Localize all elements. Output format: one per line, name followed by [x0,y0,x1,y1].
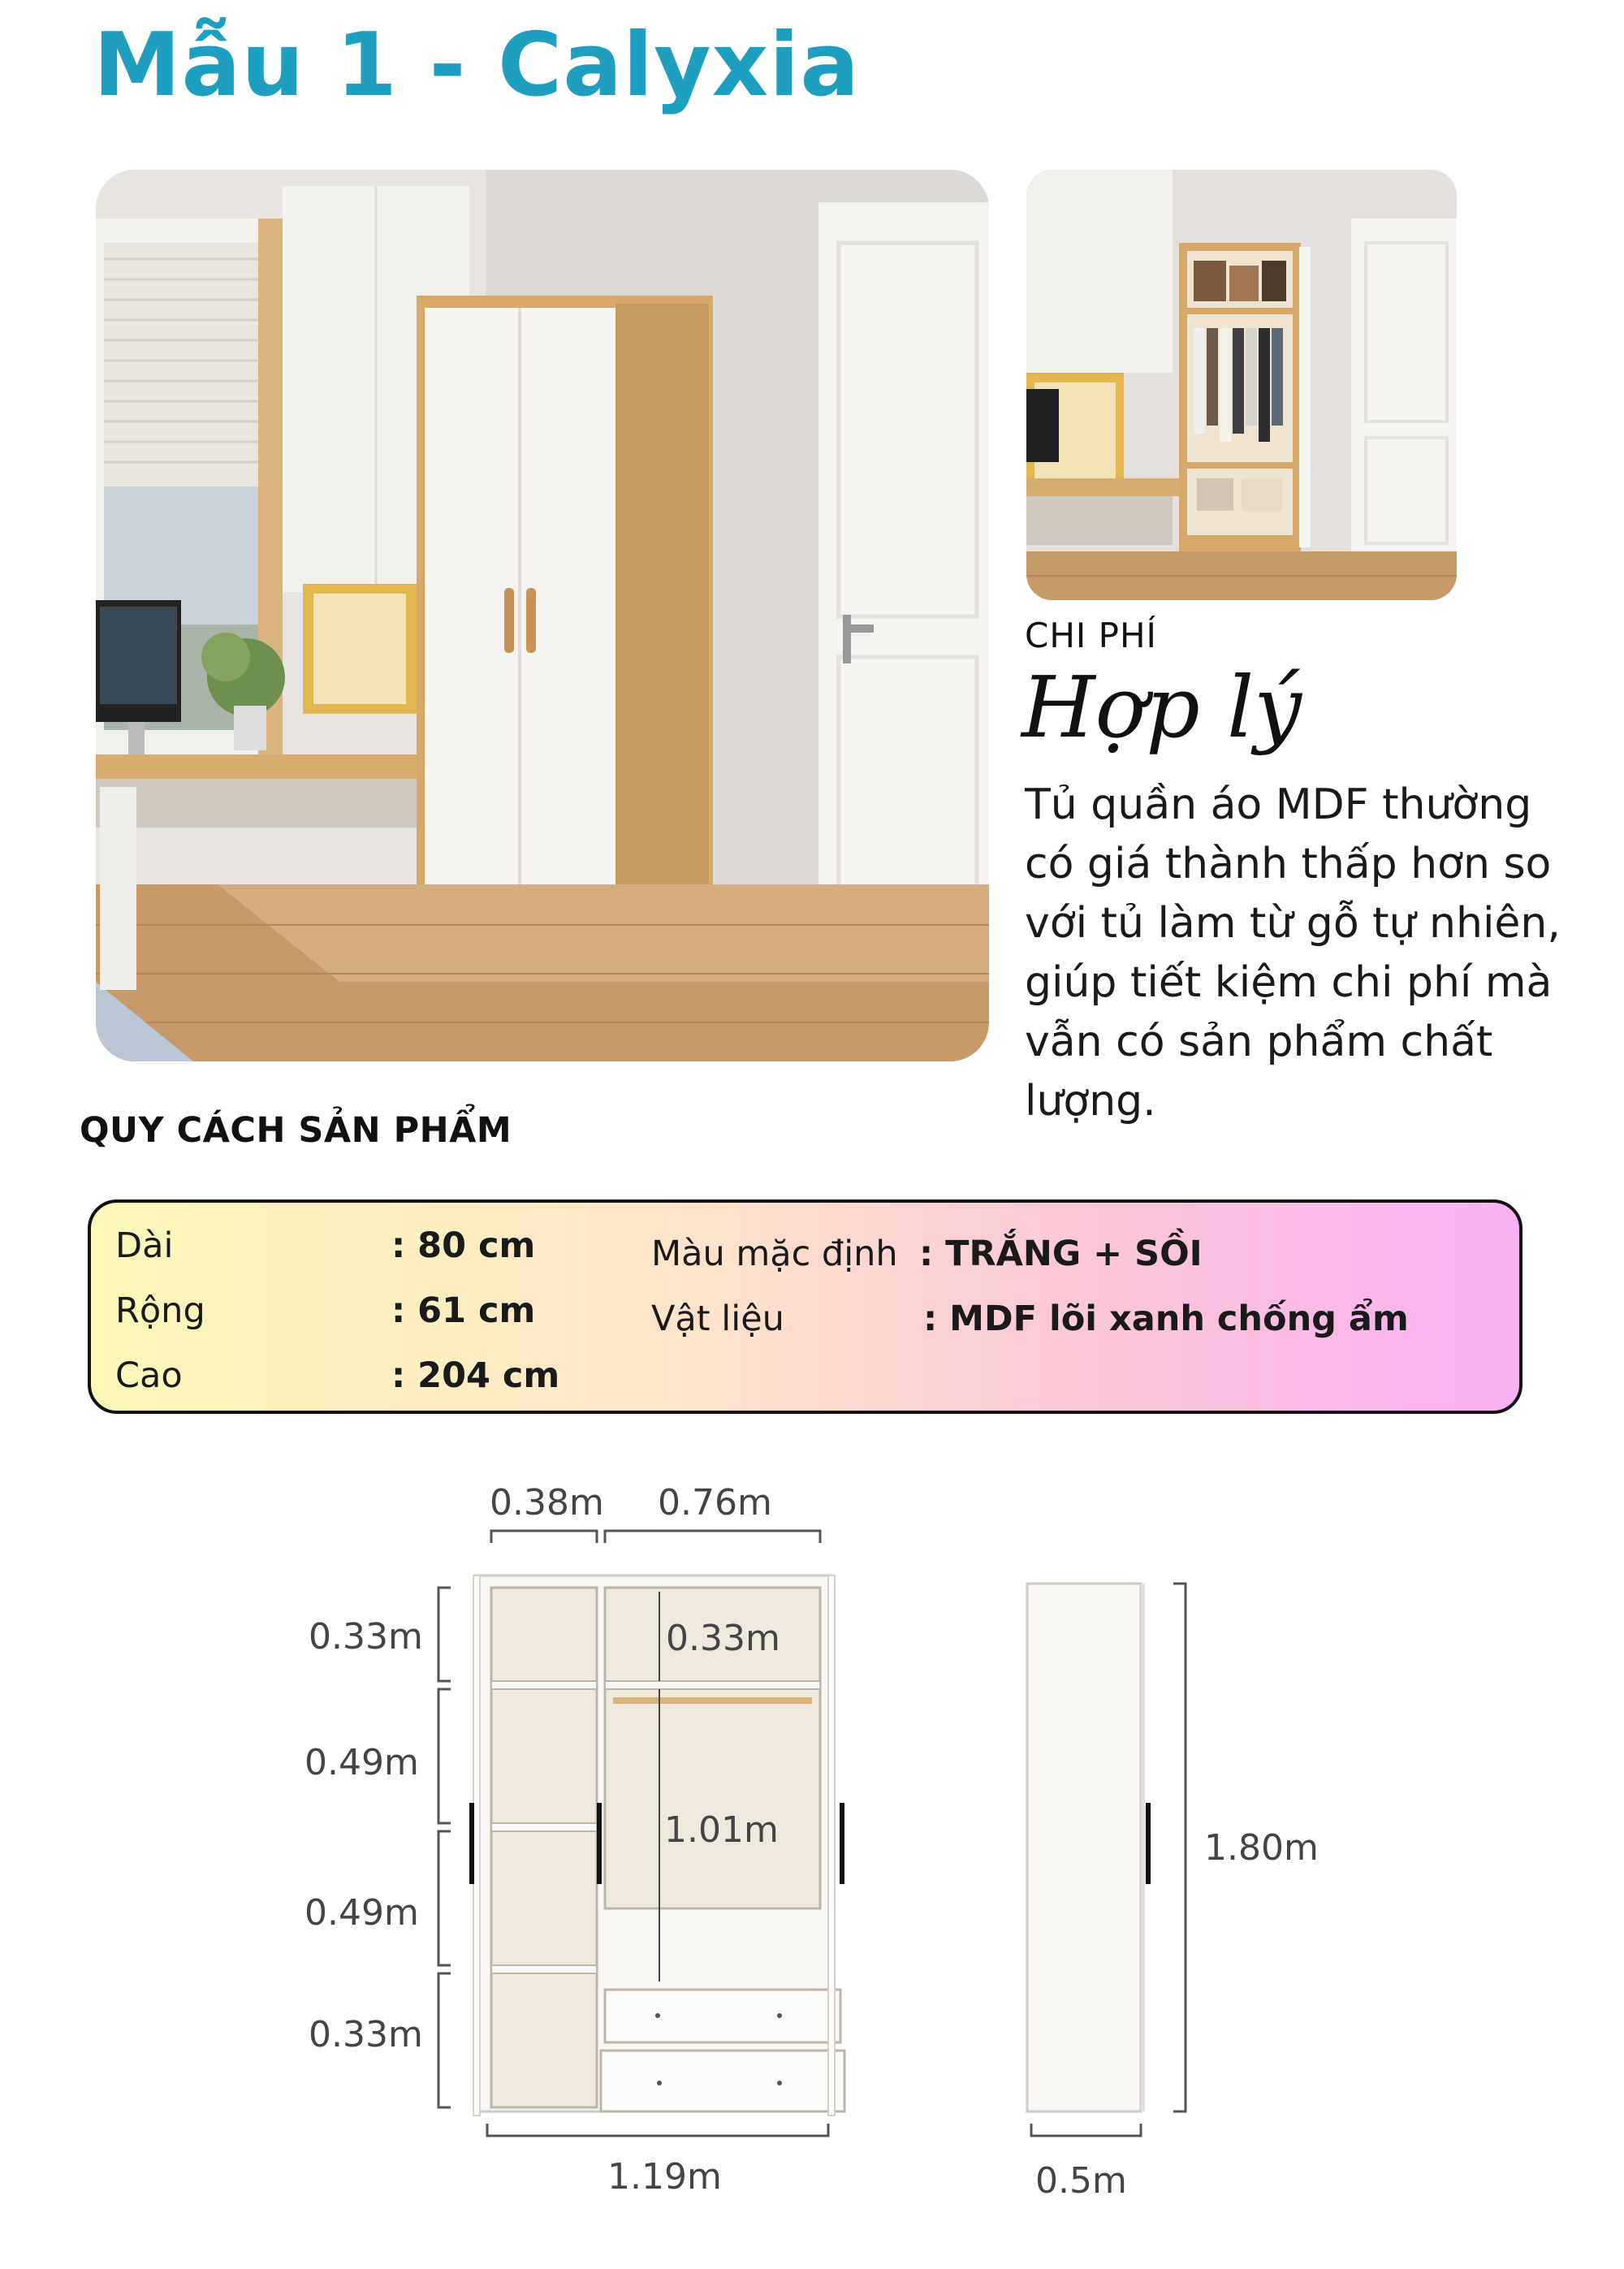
material-value: : MDF lõi xanh chống ẩm [923,1299,1409,1339]
height-value: : 204 cm [391,1355,560,1396]
width-value: : 61 cm [391,1290,536,1331]
page-title: Mẫu 1 - Calyxia [93,15,861,116]
dim-row-4: 0.33m [309,2014,423,2055]
height-label: Cao [115,1355,183,1396]
width-label: Rộng [115,1290,205,1331]
dim-row-3: 0.49m [304,1892,419,1934]
dim-total-width: 1.19m [607,2156,722,2198]
spec-heading: QUY CÁCH SẢN PHẨM [80,1110,512,1151]
dim-row-1: 0.33m [309,1616,423,1657]
dim-row-2: 0.49m [304,1742,419,1783]
spec-box [88,1199,1522,1414]
dim-side-depth: 0.5m [1035,2160,1127,2202]
cost-headline: Hợp lý [1021,658,1302,757]
wardrobe-room-photo [96,170,989,1061]
dimension-diagram [0,1446,1624,2258]
color-label: Màu mặc định [651,1234,898,1274]
length-label: Dài [115,1225,174,1266]
cost-description: Tủ quần áo MDF thường có giá thành thấp hơn so với tủ làm từ gỗ tự nhiên, giúp tiết kiệm chi phí mà vẫn có sản phẩm chất lượng. [1025,780,1561,1126]
wardrobe-open-photo [1026,170,1457,600]
dim-side-height: 1.80m [1204,1827,1319,1869]
dim-top-left: 0.38m [490,1482,604,1523]
length-value: : 80 cm [391,1225,536,1266]
cost-label: CHI PHÍ [1025,616,1157,655]
dim-inner-hanging: 1.01m [664,1809,779,1851]
color-value: : TRẮNG + SỒI [919,1234,1203,1274]
material-label: Vật liệu [651,1299,784,1339]
dim-top-right: 0.76m [658,1482,772,1523]
dim-inner-top: 0.33m [666,1618,780,1659]
